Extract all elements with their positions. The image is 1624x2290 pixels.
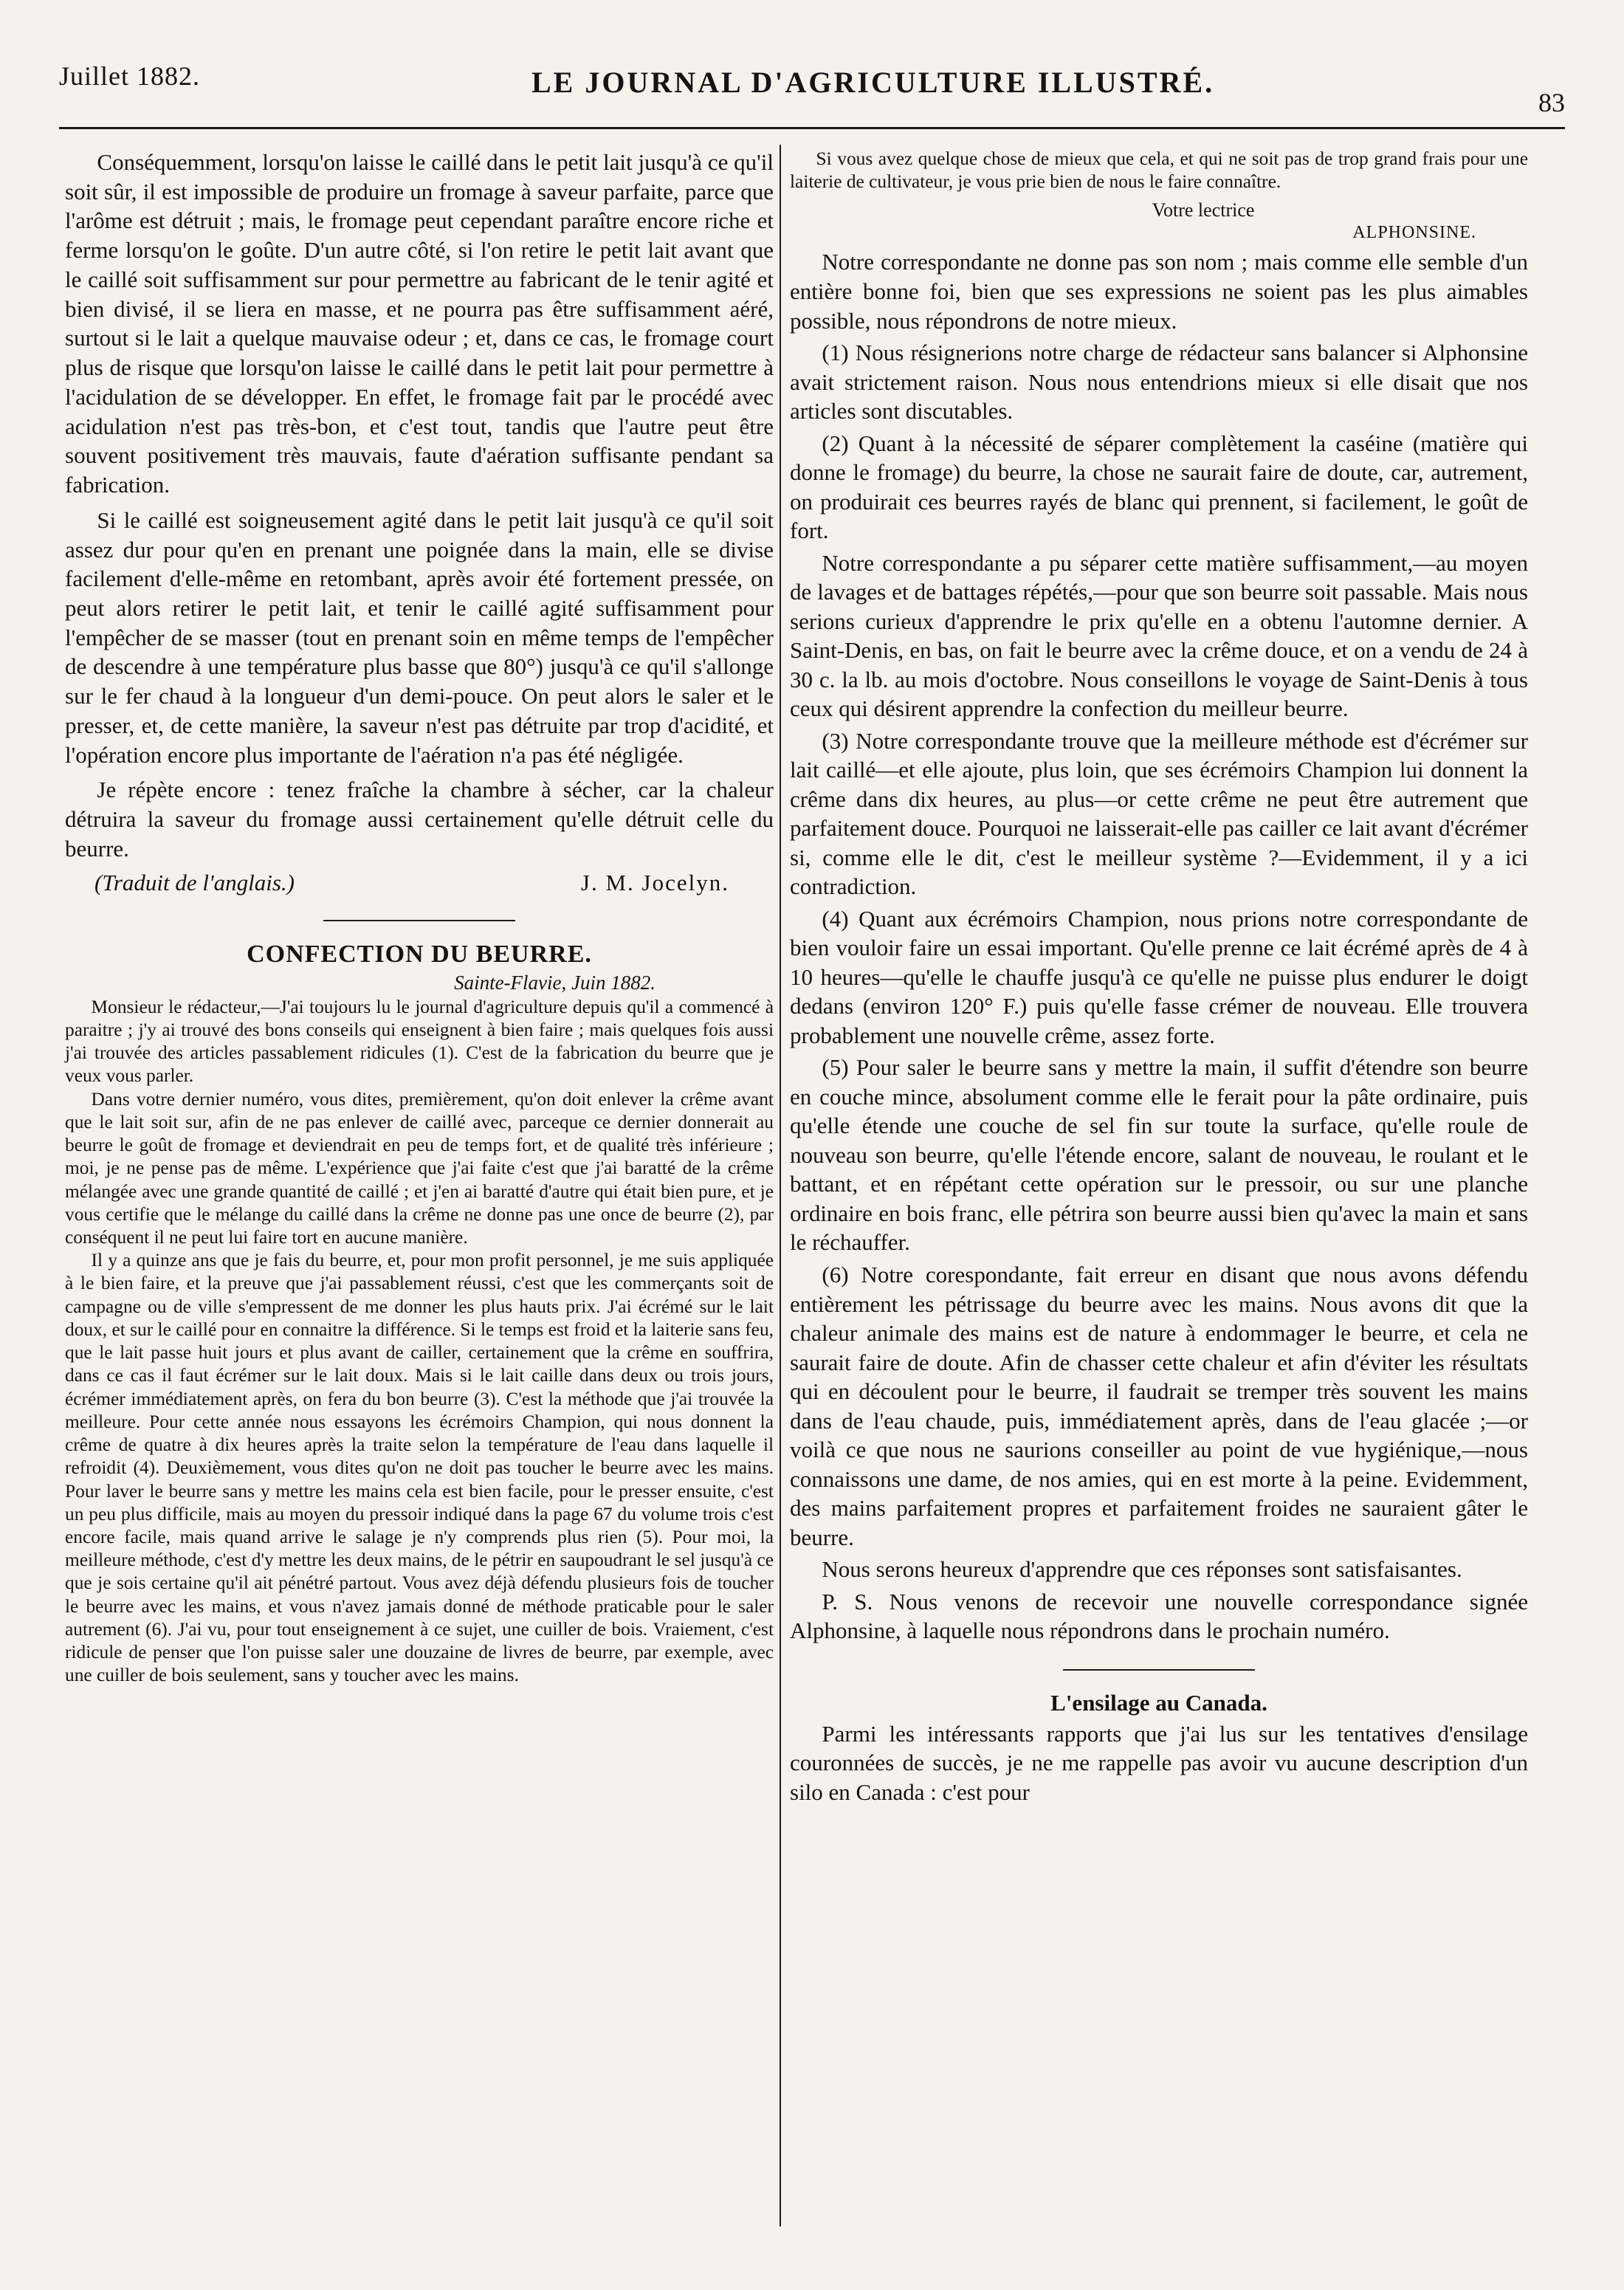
signature-name: ALPHONSINE. <box>1352 223 1476 243</box>
reply-paragraph: (4) Quant aux écrémoirs Champion, nous prions notre correspondante de bien vouloir faire un essai important. Qu'elle prenne ce lait écrémé après de 4 à 10 heures—qu'elle le chauffe jusqu'à ce qu'elle ne puisse plus endurer le doigt dedans (environ 120° F.) puis qu'elle fasse crémer de nouveau. Elle trouvera probablement une nouvelle crême, assez forte. <box>790 905 1528 1048</box>
signature-closing: Votre lectrice <box>1152 199 1255 221</box>
letter-dateline: Sainte-Flavie, Juin 1882. <box>454 971 656 994</box>
letter-paragraph: Il y a quinze ans que je fais du beurre, et, pour mon profit personnel, je me suis appliquée à le bien faire, et la preuve que j'ai passablement réussi, c'est que les commerçants soit de campagne ou de ville s'empressent de me donner les plus hauts prix. J'ai écrémé sur le lait doux, et sur le caillé pour en connaitre la différence. Si le temps est froid et la laiterie sans feu, que le lait passe huit jours et plus avant de cailler, certainement que la crême en souffrira, dans ce cas il faut écrémer sur le lait doux. Mais si le lait caille dans deux ou trois jours, écrémer immédiatement après, on fera du bon beurre (3). C'est la méthode que j'ai trouvée la meilleure. Pour cette année nous essayons les écrémoirs Champion, qui nous donnent la crême de quatre à dix heures après la traite selon la température de l'eau dans laquelle il refroidit (4). Deuxièmement, vous dites qu'on ne doit pas toucher le beurre avec les mains. Pour laver le beurre sans y mettre les mains cela est bien facile, pour le presser ensuite, c'est un peu plus difficile, mais au moyen du pressoir indiqué dans la page 67 du volume trois c'est encore facile, mais quand arrive le salage je n'y comprends plus rien (5). Pour moi, la meilleure méthode, c'est d'y mettre les deux mains, de le pétrir en saupoudrant le sel jusqu'à ce que je sois certaine qu'il ait pénétré partout. Vous avez déjà défendu plusieurs fois de toucher le beurre avec les mains, et vous n'avez jamais donné de méthode praticable pour le saler autrement (6). J'ai vu, pour tout enseignement à ce sujet, une cuiller de bois. Vraiement, c'est ridicule de penser que l'on puisse saler une douzaine de livres de beurre, par exemple, avec une cuiller de bois seulement, sans y toucher avec les mains. <box>65 1250 774 1686</box>
editor-reply-body <box>790 247 1528 1645</box>
letter-paragraph: Dans votre dernier numéro, vous dites, premièrement, qu'on doit enlever la crême avant que le lait soit sur, afin de ne pas enlever de caillé avec, parceque ce dernier donnerait au beurre le goût de fromage et deviendrait en peu de temps fort, et de qualité très inférieure ; moi, je ne pense pas de même. L'expérience que j'ai faite c'est que j'ai baratté de la crême mélangée avec une grande quantité de caillé ; et j'en ai baratté d'autre qui était bien pure, et je vous certifie que le mélange du caillé dans la crême ne donne pas une once de beurre (2), par conséquent il ne peut lui faire tort en aucune manière. <box>65 1088 774 1248</box>
left-column <box>65 148 774 1688</box>
cheese-article-body <box>65 148 774 864</box>
header-rule <box>59 127 1565 129</box>
letter-conclusion <box>790 148 1528 193</box>
reply-paragraph: (2) Quant à la nécessité de séparer complètement la caséine (matière qui donne le fromage) du beurre, la chose ne saurait faire de doute, car, autrement, on produirait ces beurres rayés de blanc qui prennent, si facilement, le goût de fort. <box>790 430 1528 544</box>
author-name: J. M. Jocelyn. <box>580 869 729 895</box>
article-title: CONFECTION DU BEURRE. <box>247 940 592 968</box>
reply-paragraph: (3) Notre correspondante trouve que la meilleure méthode est d'écrémer sur lait caillé—et elle ajoute, plus loin, que ses écrémoirs Champion lui donnent la crême dans dix heures, au plus—or cette crême ne peut être autrement que parfaitement douce. Pourquoi ne laisserait-elle pas cailler ce lait avant d'écrémer si, comme elle le dit, c'est le meilleur système ?—Evidemment, il y a ici contradiction. <box>790 727 1528 900</box>
paragraph: Parmi les intéressants rapports que j'ai lus sur les tentatives d'ensilage couronnées de succès, je ne me rappelle pas avoir vu aucune description d'un silo en Canada : c'est pour <box>790 1720 1528 1805</box>
ensilage-article-body <box>790 1719 1528 1807</box>
column-divider <box>780 145 781 2227</box>
running-header <box>59 53 1565 120</box>
section-title: L'ensilage au Canada. <box>1050 1689 1267 1716</box>
section-separator <box>323 920 515 921</box>
right-column <box>790 148 1528 1809</box>
paragraph: Je répète encore : tenez fraîche la chambre à sécher, car la chaleur détruira la saveur du fromage aussi certainement qu'elle détruit celle du beurre. <box>65 777 774 862</box>
section-separator <box>1063 1669 1255 1671</box>
translation-note: (Traduit de l'anglais.) <box>94 869 295 895</box>
issue-date: Juillet 1882. <box>59 61 200 91</box>
reader-letter-body <box>65 996 774 1688</box>
journal-title: LE JOURNAL D'AGRICULTURE ILLUSTRÉ. <box>531 66 1215 99</box>
reply-paragraph: Notre correspondante ne donne pas son nom ; mais comme elle semble d'un entière bonne foi, bien que ses expressions ne soient pas les plus aimables possible, nous répondrons de notre mieux. <box>790 249 1528 334</box>
reply-paragraph: (6) Notre corespondante, fait erreur en disant que nous avons défendu entièrement les pétrissage du beurre avec les mains. Nous avons dit que la chaleur animale des mains est de nature à endommager le beurre, et cela ne saurait faire de doute. Afin de chasser cette chaleur et afin d'éviter les résultats qui en découlent pour le beurre, il faudrait se tremper très souvent les mains dans de l'eau chaude, puis, immédiatement après, dans de l'eau glacée ;—or voilà ce que nous ne saurions conseiller au point de vue hygiénique,—nous connaissons une dame, de nos amies, qui en est morte à la peine. Evidemment, des mains parfaitement propres et parfaitement froides ne sauraient gâter le beurre. <box>790 1262 1528 1550</box>
article-attribution <box>94 870 774 896</box>
paragraph: Si le caillé est soigneusement agité dans le petit lait jusqu'à ce qu'il soit assez dur pour qu'en en prenant une poignée dans la main, elle se divise facilement d'elle-même en retombant, après avoir été fortement pressée, on peut alors retirer le petit lait, et tenir le caillé agité suffisamment pour l'empêcher de se masser (tout en prenant soin en même temps de l'empêcher de descendre à une température plus basse que 80°) jusqu'à ce qu'il s'allonge sur le fer chaud à la longueur d'un demi-pouce. On peut alors le saler et le presser, et, de cette manière, la saveur n'est pas détruite par trop d'acidité, et l'opération encore plus importante de l'aération n'a pas été négligée. <box>65 506 774 768</box>
letter-paragraph: Monsieur le rédacteur,—J'ai toujours lu le journal d'agriculture depuis qu'il a commencé à paraitre ; j'y ai trouvé des bons conseils qui enseignent à bien faire ; mais quelques fois aussi j'ai trouvée des articles passablement ridicules (1). C'est de la fabrication du beurre que je veux vous parler. <box>65 996 774 1087</box>
reply-paragraph: (1) Nous résignerions notre charge de rédacteur sans balancer si Alphonsine avait strictement raison. Nous nous entendrions mieux si elle disait que nos articles sont discutables. <box>790 340 1528 424</box>
reply-paragraph: Notre correspondante a pu séparer cette matière suffisamment,—au moyen de lavages et de battages répétés,—pour que son beurre soit passable. Mais nous serions curieux d'apprendre le prix qu'elle en a obtenu l'automne dernier. A Saint-Denis, en bas, on fait le beurre avec la crême douce, et on a vendu de 24 à 30 c. la lb. au mois d'octobre. Nous conseillons le voyage de Saint-Denis à tous ceux qui désirent apprendre la confection du meilleur beurre. <box>790 549 1528 722</box>
page-number: 83 <box>1538 88 1565 117</box>
reply-paragraph: Nous serons heureux d'apprendre que ces réponses sont satisfaisantes. <box>822 1556 1462 1583</box>
reply-paragraph: P. S. Nous venons de recevoir une nouvelle correspondance signée Alphonsine, à laquelle nous répondrons dans le prochain numéro. <box>790 1588 1528 1644</box>
letter-paragraph: Si vous avez quelque chose de mieux que cela, et qui ne soit pas de trop grand frais pour une laiterie de cultivateur, je vous prie bien de nous le faire connaître. <box>790 148 1528 193</box>
reply-paragraph: (5) Pour saler le beurre sans y mettre la main, il suffit d'étendre son beurre en couche mince, absolument comme elle le ferait pour la pâte ordinaire, puis qu'elle étende une couche de sel fin sur toute la surface, qu'elle roule de nouveau son beurre, qu'elle l'étende encore, salant de nouveau, le roulant et le battant, et en répétant cette opération sur le pressoir, ou sur une planche ordinaire en bois franc, elle pétrira son beurre aussi bien qu'avec la main et sans le réchauffer. <box>790 1054 1528 1256</box>
paragraph: Conséquemment, lorsqu'on laisse le caillé dans le petit lait jusqu'à ce qu'il soit sûr, il est impossible de produire un fromage à saveur parfaite, parce que l'arôme est détruit ; mais, le fromage peut cependant paraître encore riche et ferme lorsqu'on le goûte. D'un autre côté, si l'on retire le petit lait avant que le caillé soit suffisamment sur pour permettre au fabricant de le tenir agité et bien divisé, il se liera en masse, et ne pourra pas être suffisamment aéré, surtout si le lait a quelque mauvaise odeur ; et, dans ce cas, le fromage court plus de risque que lorsqu'on laisse le caillé dans le petit lait pour permettre à l'acidulation de se développer. En effet, le fromage fait par le procédé avec acidulation n'est pas très-bon, et c'est tout, tandis que l'autre peut être souvent positivement très mauvais, faute d'aération suffisante pendant sa fabrication. <box>65 149 774 498</box>
